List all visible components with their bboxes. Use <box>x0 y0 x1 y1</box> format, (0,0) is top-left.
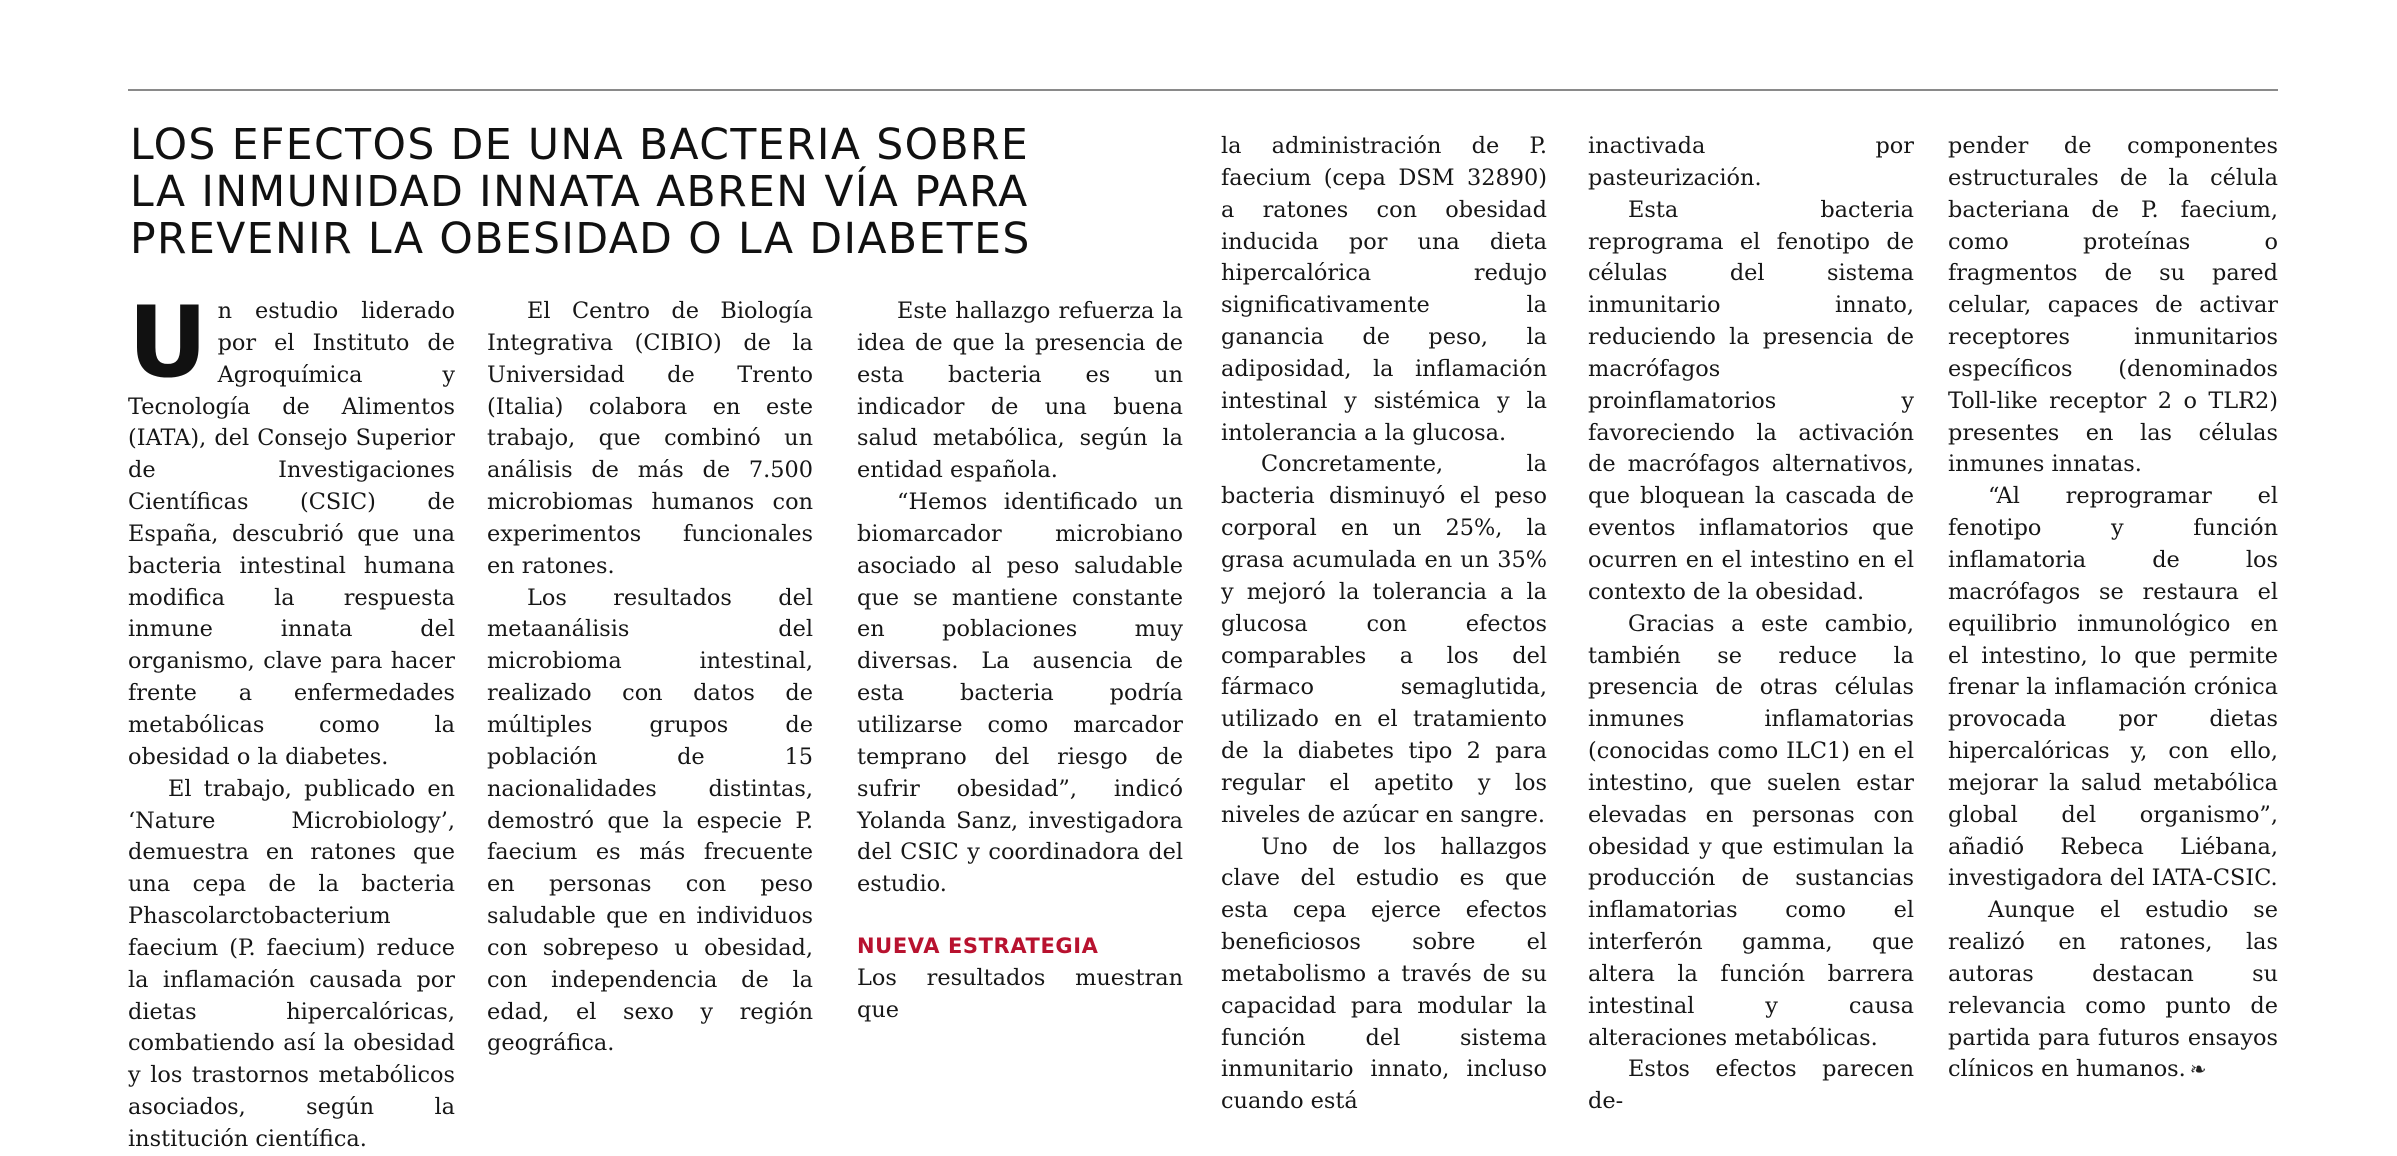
headline-line-2: LA INMUNIDAD INNATA ABREN VÍA PARA <box>130 168 1029 217</box>
paragraph-3: El Centro de Biología Integrativa (CIBIO) de la Universidad de Trento (Italia) colabora en este trabajo, que combinó un análisis de más de 7.500 microbiomas humanos con experimentos funcionales en ratones. <box>487 298 813 579</box>
paragraph-1-text: n estudio liderado por el Instituto de Agroquímica y Tecnología de Alimentos (IATA), del Consejo Superior de Investigaciones Científicas (CSIC) de España, descubrió que una bacteria intestinal humana modifica la respuesta inmune innata del organismo, clave para hacer frente a enfermedades metabólicas como la obesidad o la diabetes. <box>128 298 455 770</box>
paragraph-7-continued: la administración de P. faecium (cepa DSM 32890) a ratones con obesidad inducida por una dieta hipercalórica redujo significativamente la ganancia de peso, la adiposidad, la inflamación intestinal y sistémica y la intolerancia a la glucosa. <box>1221 133 1547 446</box>
column-5 <box>1588 131 1914 1118</box>
paragraph-6: “Hemos identificado un biomarcador microbiano asociado al peso saludable que se mantiene constante en poblaciones muy diversas. La ausencia de esta bacteria podría utilizarse como marcador temprano del riesgo de sufrir obesidad”, indicó Yolanda Sanz, investigadora del CSIC y coordinadora del estudio. <box>857 489 1183 898</box>
column-4 <box>1221 131 1547 1118</box>
top-rule <box>128 89 2278 91</box>
paragraph-13: “Al reprogramar el fenotipo y función inflamatoria de los macrófagos se restaura el equilibrio inmunológico en el intestino, lo que permite frenar la inflamación crónica provocada por dietas hipercalóricas y, con ello, mejorar la salud metabólica global del organismo”, añadió Rebeca Liébana, investigadora del IATA-CSIC. <box>1948 483 2278 892</box>
drop-cap: U <box>128 286 208 400</box>
paragraph-12-start: Estos efectos parecen de- <box>1588 1056 1914 1115</box>
paragraph-12-continued: pender de componentes estructurales de la célula bacteriana de P. faecium, como proteínas o fragmentos de su pared celular, capaces de activar receptores inmunitarios específicos (denominados Toll-like receptor 2 o TLR2) presentes en las células inmunes innatas. <box>1948 133 2278 478</box>
paragraph-4: Los resultados del metaanálisis del microbioma intestinal, realizado con datos de múltiples grupos de población de 15 nacionalidades distintas, demostró que la especie P. faecium es más frecuente en personas con peso saludable que en individuos con sobrepeso u obesidad, con independencia de la edad, el sexo y región geográfica. <box>487 584 813 1057</box>
paragraph-2: El trabajo, publicado en ‘Nature Microbiology’, demuestra en ratones que una cepa de la bacteria Phascolarctobacterium faecium (P. faecium) reduce la inflamación causada por dietas hipercalóricas, combatiendo así la obesidad y los trastornos metabólicos asociados, según la institución científica. <box>128 775 455 1152</box>
headline-line-1: LOS EFECTOS DE UNA BACTERIA SOBRE <box>130 121 1030 170</box>
column-6 <box>1948 131 2278 1086</box>
paragraph-5: Este hallazgo refuerza la idea de que la presencia de esta bacteria es un indicador de una buena salud metabólica, según la entidad española. <box>857 298 1183 484</box>
paragraph-9-continued: inactivada por pasteurización. <box>1588 133 1914 191</box>
paragraph-8: Concretamente, la bacteria disminuyó el peso corporal en un 25%, la grasa acumulada en un 35% y mejoró la tolerancia a la glucosa con efectos comparables a los del fármaco semaglutida, utilizado en el tratamiento de la diabetes tipo 2 para regular el apetito y los niveles de azúcar en sangre. <box>1221 451 1547 828</box>
paragraph-9: Uno de los hallazgos clave del estudio es que esta cepa ejerce efectos beneficiosos sobre el metabolismo a través de su capacidad para modular la función del sistema inmunitario innato, incluso cuando está <box>1221 833 1547 1115</box>
paragraph-7-start: Los resultados muestran que <box>857 965 1183 1023</box>
paragraph-14 <box>1948 895 2278 1086</box>
subheading: NUEVA ESTRATEGIA <box>857 934 1099 959</box>
paragraph-1 <box>128 286 455 774</box>
paragraph-14-text: Aunque el estudio se realizó en ratones, las autoras destacan su relevancia como punto de partida para futuros ensayos clínicos en humanos. <box>1948 897 2278 1083</box>
end-mark-icon: ❧ <box>2189 1057 2207 1082</box>
column-2 <box>487 296 813 1060</box>
headline-line-3: PREVENIR LA OBESIDAD O LA DIABETES <box>130 215 1031 264</box>
paragraph-10: Esta bacteria reprograma el fenotipo de células del sistema inmunitario innato, reduciendo la presencia de macrófagos proinflamatorios y favoreciendo la activación de macrófagos alternativos, que bloquean la cascada de eventos inflamatorios que ocurren en el intestino en el contexto de la obesidad. <box>1588 196 1914 605</box>
column-3 <box>857 296 1183 1027</box>
column-1 <box>128 286 455 1156</box>
paragraph-11: Gracias a este cambio, también se reduce la presencia de otras células inmunes inflamatorias (conocidas como ILC1) en el intestino, que suelen estar elevadas en personas con obesidad y que estimulan la producción de sustancias inflamatorias como el interferón gamma, que altera la función barrera intestinal y causa alteraciones metabólicas. <box>1588 610 1914 1051</box>
headline <box>130 122 1030 263</box>
